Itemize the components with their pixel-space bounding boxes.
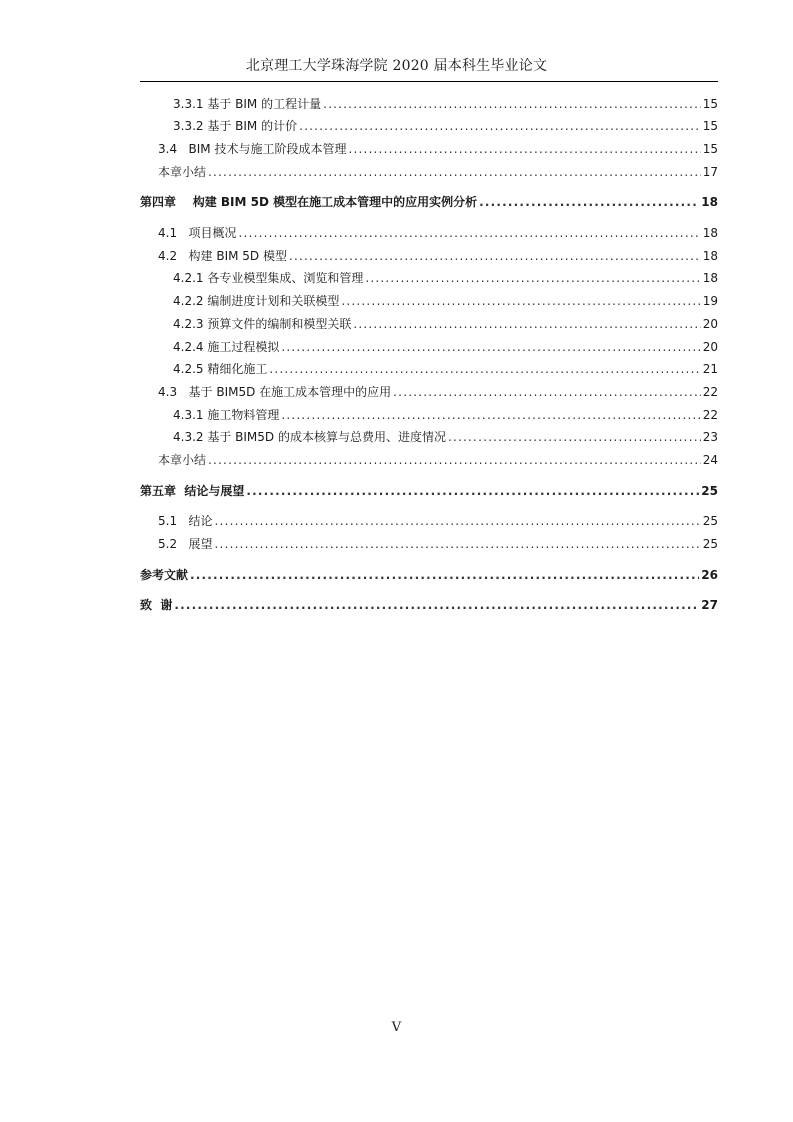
- toc-entry-page: 22: [702, 408, 718, 422]
- toc-entry-label: 4.2 构建 BIM 5D 模型: [158, 249, 287, 263]
- toc-entry-page: 19: [702, 294, 718, 308]
- toc-leader-dots: [365, 271, 700, 285]
- toc-entry-label: 第五章 结论与展望: [140, 484, 245, 498]
- toc-entry[interactable]: [158, 453, 718, 467]
- toc-entry[interactable]: [158, 226, 718, 240]
- toc-leader-dots: [269, 362, 700, 376]
- page-header: 北京理工大学珠海学院 2020 届本科生毕业论文: [245, 58, 548, 74]
- toc-entry-label: 4.2.1 各专业模型集成、浏览和管理: [173, 271, 364, 285]
- toc-entry-page: 25: [702, 537, 718, 551]
- toc-entry[interactable]: [158, 142, 718, 156]
- toc-entry-page: 21: [702, 362, 718, 376]
- toc-entry-page: 25: [701, 484, 718, 498]
- toc-entry-label: 本章小结: [158, 453, 207, 467]
- toc-entry[interactable]: [173, 430, 718, 444]
- toc-leader-dots: [215, 537, 701, 551]
- toc-leader-dots: [281, 408, 700, 422]
- toc-leader-dots: [208, 453, 701, 467]
- toc-entry-label: 第四章 构建 BIM 5D 模型在施工成本管理中的应用实例分析: [140, 195, 478, 209]
- toc-entry-label: 4.1 项目概况: [158, 226, 237, 240]
- toc-leader-dots: [174, 598, 699, 612]
- toc-entry[interactable]: [173, 119, 718, 133]
- toc-entry-page: 20: [702, 317, 718, 331]
- toc-entry-label: 5.1 结论: [158, 514, 213, 528]
- toc-entry[interactable]: [158, 385, 718, 399]
- toc-entry-label: 4.2.5 精细化施工: [173, 362, 268, 376]
- toc-entry-label: 4.3.2 基于 BIM5D 的成本核算与总费用、进度情况: [173, 430, 446, 444]
- toc-entry[interactable]: [173, 362, 718, 376]
- toc-leader-dots: [323, 97, 701, 111]
- toc-chapter-entry[interactable]: [140, 195, 718, 209]
- toc-entry-page: 18: [702, 249, 718, 263]
- toc-leader-dots: [448, 430, 701, 444]
- toc-entry[interactable]: [173, 271, 718, 285]
- toc-chapter-entry[interactable]: [140, 598, 718, 612]
- toc-entry-label: 4.2.2 编制进度计划和关联模型: [173, 294, 340, 308]
- toc-entry[interactable]: [158, 249, 718, 263]
- toc-entry[interactable]: [173, 408, 718, 422]
- toc-leader-dots: [208, 165, 701, 179]
- toc-entry-label: 3.3.1 基于 BIM 的工程计量: [173, 97, 322, 111]
- toc-entry-page: 18: [701, 195, 718, 209]
- toc-entry-page: 27: [701, 598, 718, 612]
- toc-entry-page: 18: [702, 226, 718, 240]
- toc-entry-label: 本章小结: [158, 165, 207, 179]
- toc-entry-page: 26: [701, 568, 718, 582]
- toc-entry-page: 24: [702, 453, 718, 467]
- toc-leader-dots: [341, 294, 700, 308]
- toc-entry-label: 4.2.4 施工过程模拟: [173, 340, 280, 354]
- toc-entry-page: 17: [702, 165, 718, 179]
- toc-leader-dots: [393, 385, 701, 399]
- toc-leader-dots: [299, 119, 701, 133]
- toc-entry-page: 15: [702, 142, 718, 156]
- toc-entry[interactable]: [173, 294, 718, 308]
- toc-leader-dots: [215, 514, 701, 528]
- toc-entry-label: 参考文献: [140, 568, 189, 582]
- toc-entry[interactable]: [158, 514, 718, 528]
- toc-chapter-entry[interactable]: [140, 484, 718, 498]
- toc-leader-dots: [246, 484, 699, 498]
- toc-entry-page: 15: [702, 119, 718, 133]
- toc-entry-label: 3.4 BIM 技术与施工阶段成本管理: [158, 142, 347, 156]
- toc-entry-page: 20: [702, 340, 718, 354]
- toc-entry-page: 15: [702, 97, 718, 111]
- toc-entry[interactable]: [158, 165, 718, 179]
- toc-entry-page: 25: [702, 514, 718, 528]
- toc-entry[interactable]: [158, 537, 718, 551]
- toc-leader-dots: [289, 249, 701, 263]
- toc-leader-dots: [479, 195, 699, 209]
- toc-chapter-entry[interactable]: [140, 568, 718, 582]
- toc-leader-dots: [281, 340, 700, 354]
- toc-entry-label: 5.2 展望: [158, 537, 213, 551]
- page-number: V: [391, 1020, 402, 1035]
- toc-entry-label: 4.2.3 预算文件的编制和模型关联: [173, 317, 352, 331]
- toc-leader-dots: [348, 142, 700, 156]
- toc-entry-label: 3.3.2 基于 BIM 的计价: [173, 119, 298, 133]
- toc-entry-page: 22: [702, 385, 718, 399]
- toc-leader-dots: [190, 568, 699, 582]
- toc-entry-page: 18: [702, 271, 718, 285]
- toc-entry-page: 23: [702, 430, 718, 444]
- toc-entry-label: 4.3 基于 BIM5D 在施工成本管理中的应用: [158, 385, 392, 399]
- toc-entry-label: 致 谢: [140, 598, 173, 612]
- toc-entry[interactable]: [173, 317, 718, 331]
- toc-entry-label: 4.3.1 施工物料管理: [173, 408, 280, 422]
- toc-leader-dots: [239, 226, 701, 240]
- toc-entry[interactable]: [173, 340, 718, 354]
- toc-entry[interactable]: [173, 97, 718, 111]
- toc-leader-dots: [353, 317, 700, 331]
